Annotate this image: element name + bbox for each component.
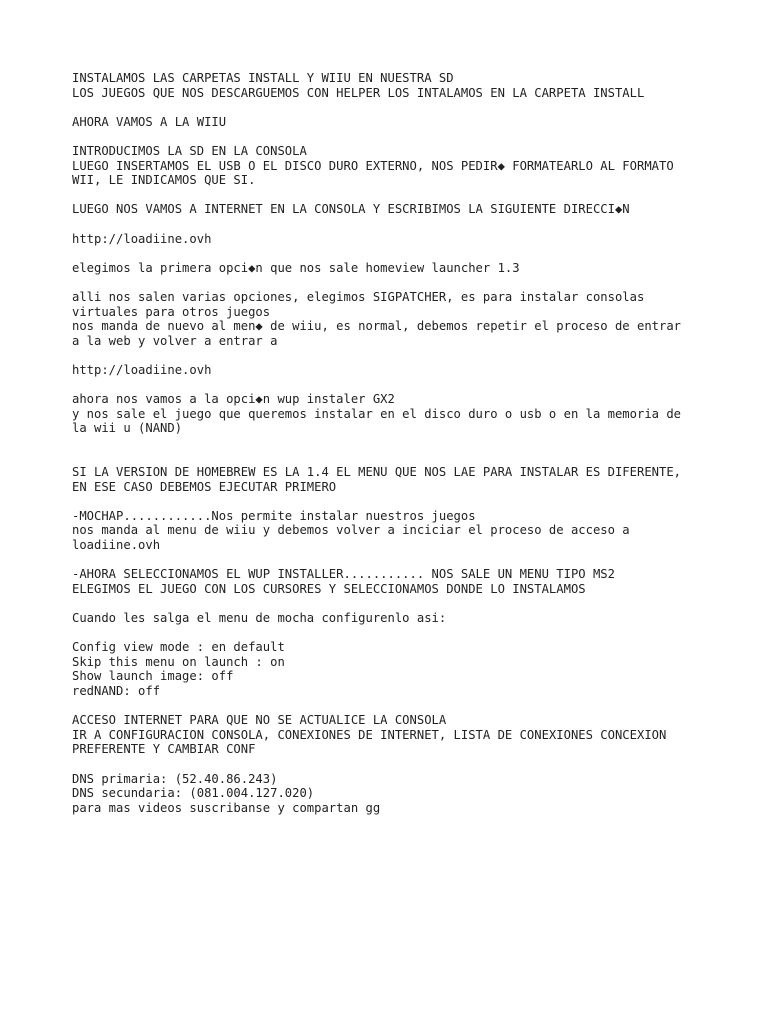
paragraph-mocha-menu-intro: [72, 611, 752, 626]
text-line: nos manda al menu de wiiu y debemos volver a inciciar el proceso de acceso a: [72, 523, 630, 538]
text-line: y nos sale el juego que queremos instalar en el disco duro o usb o en la memoria de: [72, 406, 682, 421]
setting-line: redNAND: off: [72, 683, 161, 698]
document-page: [72, 71, 752, 830]
setting-line: Config view mode : en default: [72, 640, 285, 655]
paragraph-go-to-wiiu: [72, 115, 752, 130]
closing-line: para mas videos suscribanse y compartan gg: [72, 800, 381, 815]
text-line: ACCESO INTERNET PARA QUE NO SE ACTUALICE LA CONSOLA: [72, 713, 447, 728]
text-line: Cuando les salga el menu de mocha configurenlo asi:: [72, 610, 447, 625]
text-line: la wii u (NAND): [72, 421, 183, 436]
paragraph-homebrew-version: [72, 465, 752, 494]
paragraph-dns: [72, 772, 752, 816]
text-line: LUEGO INSERTAMOS EL USB O EL DISCO DURO EXTERNO, NOS PEDIR◆ FORMATEARLO AL FORMATO: [72, 158, 674, 173]
text-line: ahora nos vamos a la opci◆n wup instaler GX2: [72, 392, 395, 407]
text-line: -AHORA SELECCIONAMOS EL WUP INSTALLER........... NOS SALE UN MENU TIPO MS2: [72, 567, 615, 582]
paragraph-mocha-settings: [72, 640, 752, 698]
paragraph-homeview-launcher: [72, 261, 752, 276]
paragraph-internet-access: [72, 713, 752, 757]
text-line: EN ESE CASO DEBEMOS EJECUTAR PRIMERO: [72, 479, 337, 494]
dns-primary-line: DNS primaria: (52.40.86.243): [72, 771, 278, 786]
setting-line: Skip this menu on launch : on: [72, 654, 285, 669]
text-line: elegimos la primera opci◆n que nos sale homeview launcher 1.3: [72, 260, 520, 275]
paragraph-internet-address: [72, 202, 752, 217]
text-line: virtuales para otros juegos: [72, 304, 271, 319]
paragraph-url-1: [72, 232, 752, 247]
text-line: IR A CONFIGURACION CONSOLA, CONEXIONES DE INTERNET, LISTA DE CONEXIONES CONCEXION: [72, 727, 667, 742]
text-line: -MOCHAP............Nos permite instalar nuestros juegos: [72, 508, 476, 523]
text-line: SI LA VERSION DE HOMEBREW ES LA 1.4 EL MENU QUE NOS LAE PARA INSTALAR ES DIFERENTE,: [72, 465, 682, 480]
paragraph-insert-sd: [72, 144, 752, 188]
text-line: a la web y volver a entrar a: [72, 333, 278, 348]
paragraph-mochap: [72, 509, 752, 553]
paragraph-select-wup-installer: [72, 567, 752, 596]
text-line: WII, LE INDICAMOS QUE SI.: [72, 173, 256, 188]
loadiine-url-text: http://loadiine.ovh: [72, 231, 212, 246]
text-line: loadiine.ovh: [72, 538, 161, 552]
dns-secondary-line: DNS secundaria: (081.004.127.020): [72, 786, 315, 801]
paragraph-wup-installer: [72, 392, 752, 436]
text-line: nos manda de nuevo al men◆ de wiiu, es normal, debemos repetir el proceso de entrar: [72, 319, 682, 334]
text-line: INTRODUCIMOS LA SD EN LA CONSOLA: [72, 143, 307, 158]
paragraph-url-2: [72, 363, 752, 378]
setting-line: Show launch image: off: [72, 669, 234, 684]
text-line: LOS JUEGOS QUE NOS DESCARGUEMOS CON HELPER LOS INTALAMOS EN LA CARPETA INSTALL: [72, 85, 645, 100]
loadiine-url-text: http://loadiine.ovh: [72, 362, 212, 377]
paragraph-install-folders: [72, 71, 752, 100]
text-line: alli nos salen varias opciones, elegimos SIGPATCHER, es para instalar consolas: [72, 289, 645, 304]
text-line: AHORA VAMOS A LA WIIU: [72, 114, 227, 129]
text-line: INSTALAMOS LAS CARPETAS INSTALL Y WIIU EN NUESTRA SD: [72, 71, 454, 85]
paragraph-sigpatcher: [72, 290, 752, 348]
text-line: ELEGIMOS EL JUEGO CON LOS CURSORES Y SELECCIONAMOS DONDE LO INSTALAMOS: [72, 581, 586, 596]
text-line: PREFERENTE Y CAMBIAR CONF: [72, 742, 256, 757]
text-line: LUEGO NOS VAMOS A INTERNET EN LA CONSOLA Y ESCRIBIMOS LA SIGUIENTE DIRECCI◆N: [72, 202, 630, 217]
